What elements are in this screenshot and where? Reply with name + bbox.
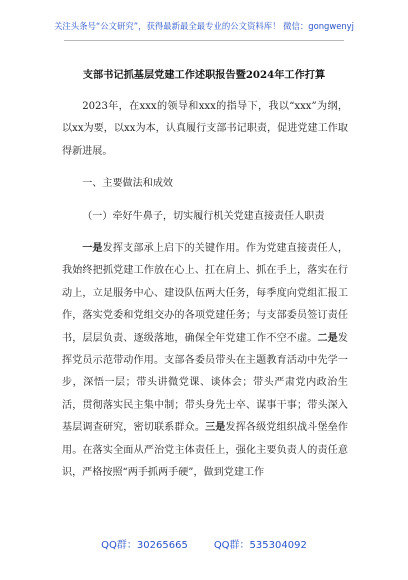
subsection-heading: （一）牵好牛鼻子，切实履行机关党建直接责任人职责 (82, 210, 325, 222)
intro-paragraph: 2023年，在xxx的领导和xxx的指导下，我以“xxx”为纲，以xx为要，以xx为本，认真履行支部书记职责，促进党建工作取得新进展。 (62, 101, 348, 157)
spacer (62, 163, 348, 173)
spacer (62, 196, 348, 206)
contact-footer (0, 536, 408, 551)
point-one-text: 发挥支部承上启下的关键作用。作为党建直接责任人，我始终把抓党建工作放在心上、扛在肩上、抓在手上，落实在行动上，立足服务中心、建设队伍两大任务，每季度向党组汇报工作，落实党委和党组交办的各项党建任务；与支部委员签订责任书，层层负责、逐级落地，确保全年党建工作不空不虚。 (62, 243, 349, 344)
point-three-text: 发挥各级党组织战斗堡垒作用。在落实全面从严治党主体责任上，强化主要负责人的责任意识，严格按照“两手抓两手硬”，做到党建工作 (62, 422, 348, 479)
document-title: 支部书记抓基层党建工作述职报告暨2024年工作打算 (82, 69, 326, 81)
lead-two: 二是 (317, 332, 338, 344)
qq-group-2: QQ群：535304092 (213, 540, 307, 551)
body-paragraph (62, 238, 348, 484)
lead-one: 一是 (82, 243, 103, 255)
promo-header: 关注头条号“公文研究”，获得最新最全最专业的公文资料库！ 微信：gongwenyj (54, 21, 354, 31)
qq-group-1: QQ群：30265665 (101, 540, 188, 551)
header-divider (64, 40, 344, 41)
document-body (62, 96, 348, 485)
section-heading: 一、主要做法和成效 (82, 178, 174, 190)
spacer (62, 228, 348, 238)
point-two-text: 发挥党员示范带动作用。支部各委员带头在主题教育活动中先学一步，深悟一层；带头讲微党课、谈体会；带头严肃党内政治生活，贯彻落实民主集中制；带头身先士卒、谋事干事；带头深入基层调查研究，密切联系群众。 (62, 332, 348, 434)
lead-three: 三是 (205, 422, 226, 434)
